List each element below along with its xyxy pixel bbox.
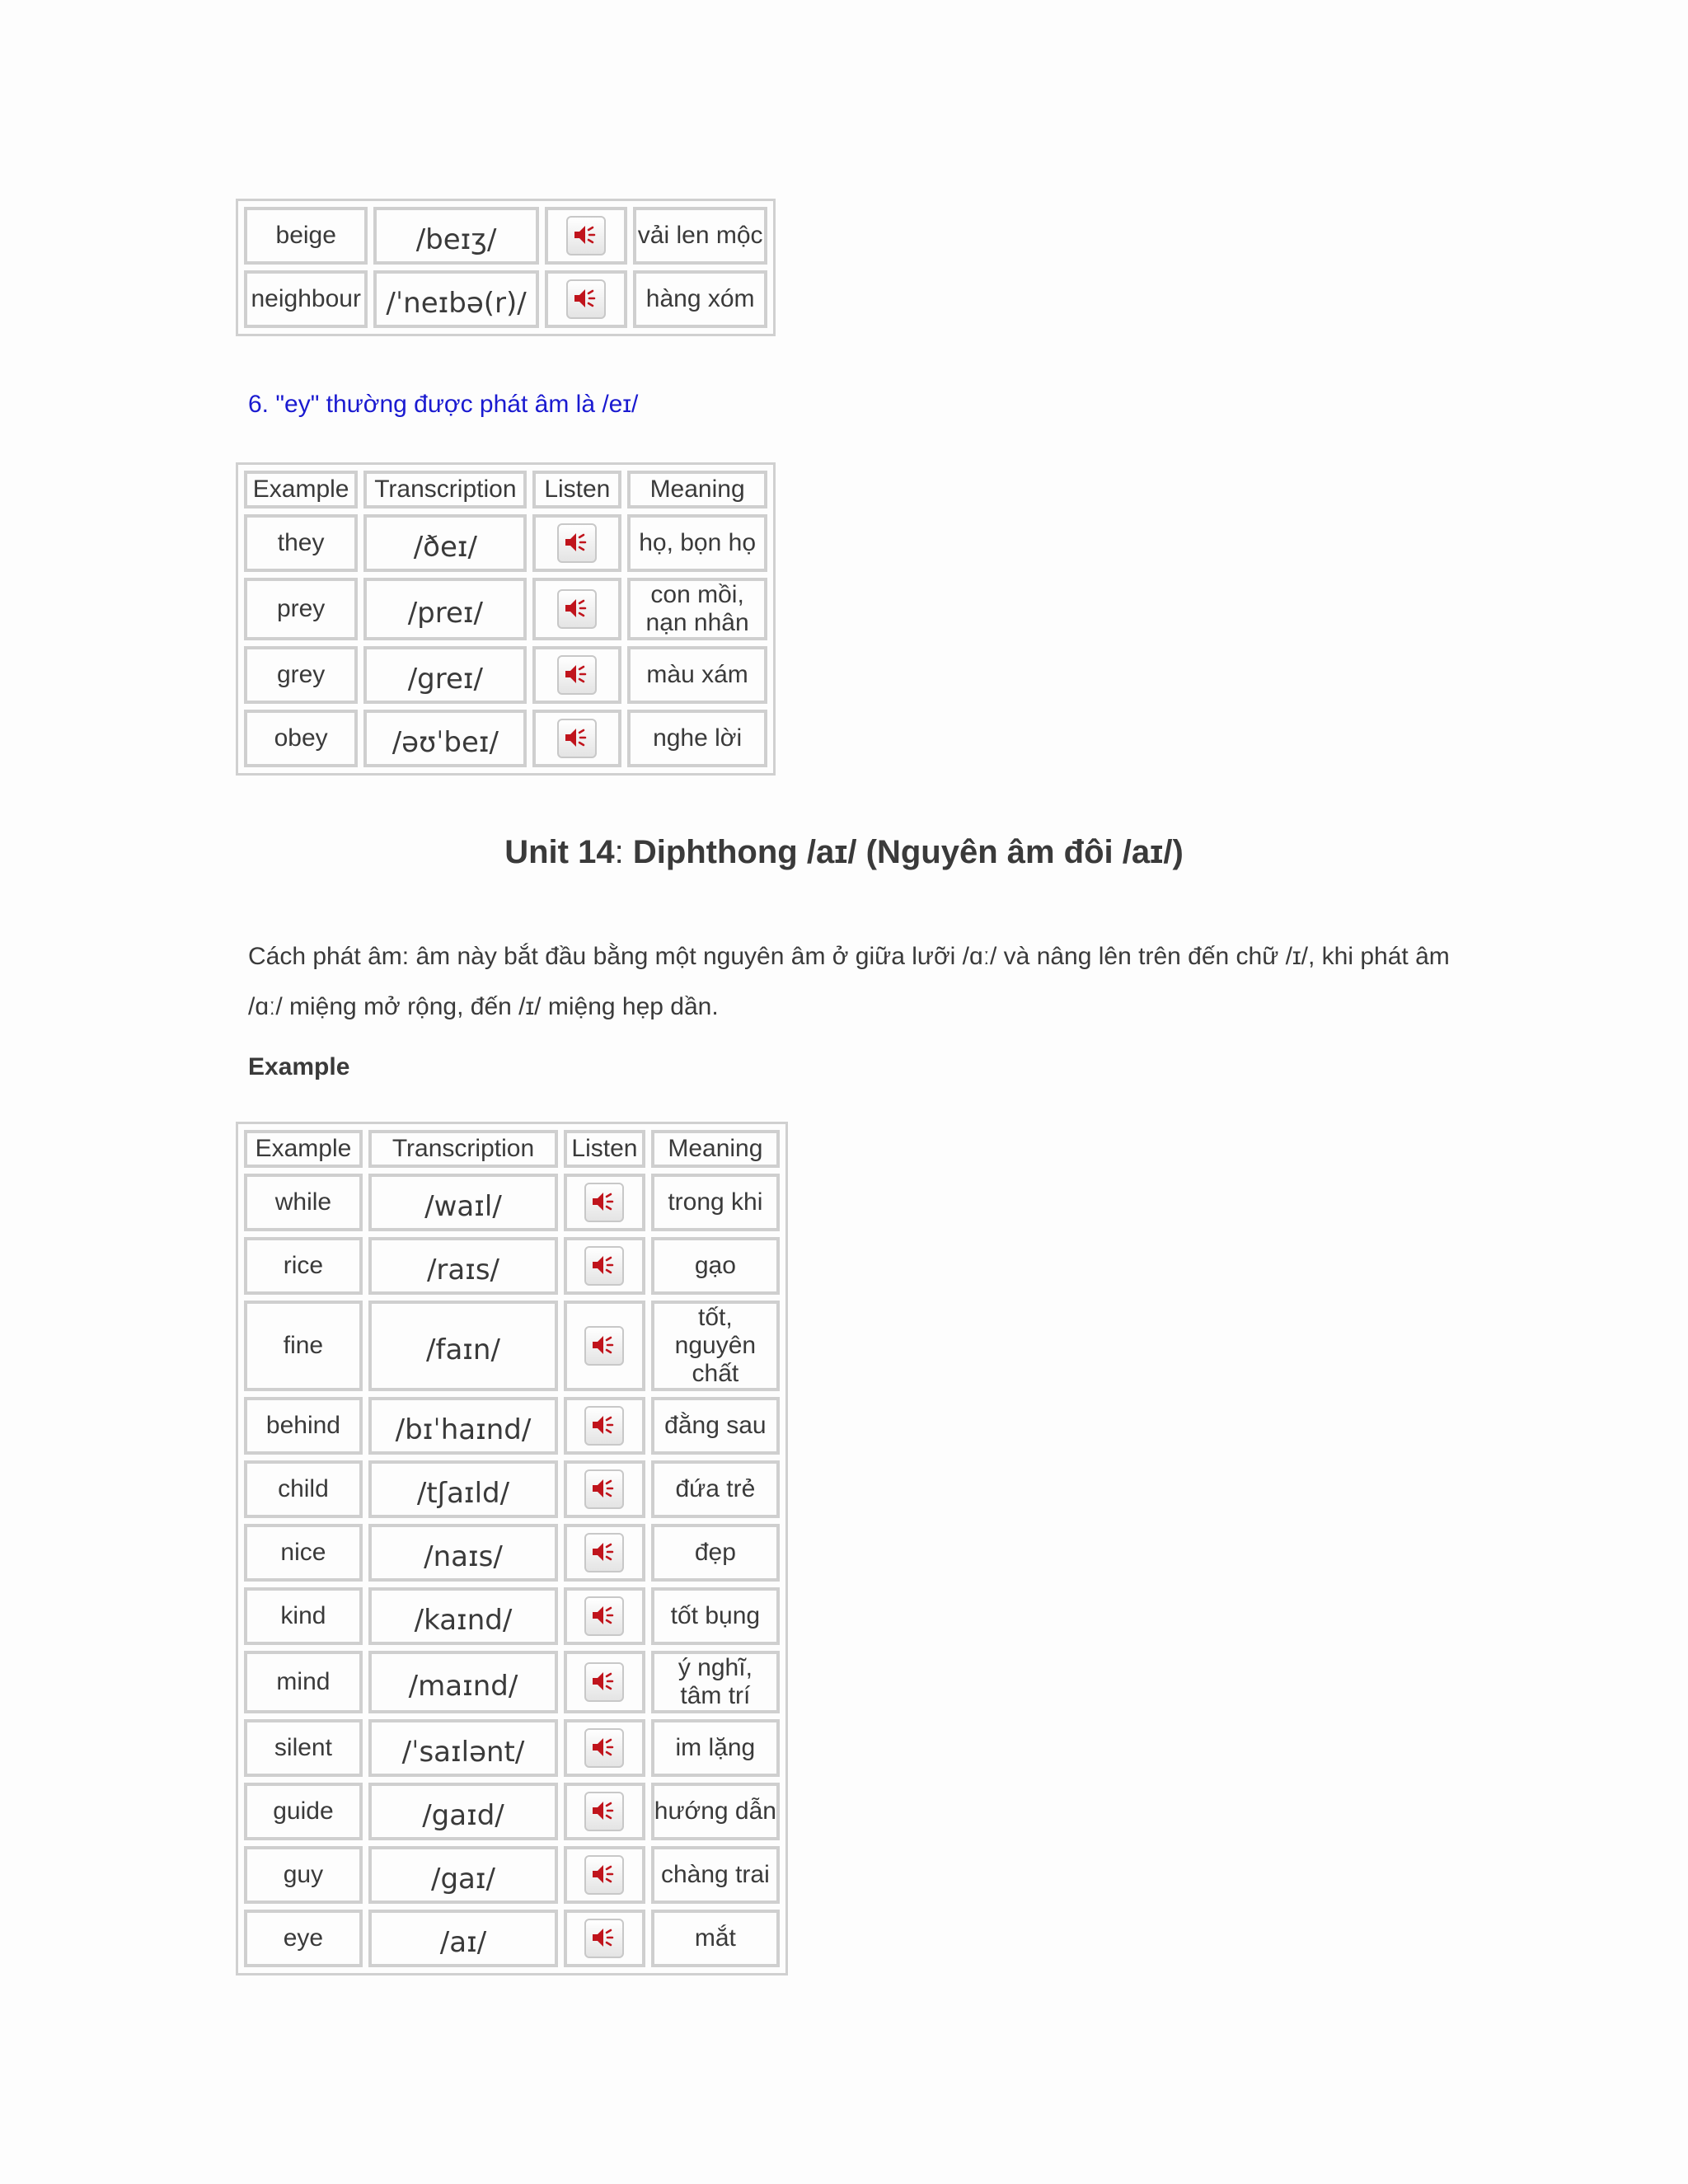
transcription-cell: /waɪl/ — [368, 1174, 558, 1231]
table-row — [244, 1174, 780, 1231]
transcription-cell: /əʊˈbeɪ/ — [363, 710, 527, 767]
speaker-icon — [564, 597, 588, 620]
listen-cell — [532, 710, 621, 767]
meaning-cell: đằng sau — [651, 1397, 780, 1455]
word-cell: prey — [244, 578, 358, 640]
meaning-cell: mắt — [651, 1910, 780, 1967]
speaker-button[interactable] — [584, 1326, 624, 1366]
word-cell: behind — [244, 1397, 363, 1455]
transcription-cell: /gaɪd/ — [368, 1783, 558, 1840]
column-header: Transcription — [368, 1130, 558, 1168]
table-row — [244, 1719, 780, 1777]
column-header: Example — [244, 471, 358, 509]
listen-cell — [564, 1524, 645, 1582]
listen-cell — [564, 1301, 645, 1391]
table-body — [244, 471, 767, 767]
listen-cell — [564, 1910, 645, 1967]
column-header: Meaning — [651, 1130, 780, 1168]
speaker-icon — [564, 726, 588, 749]
meaning-cell: tốt bụng — [651, 1587, 780, 1645]
word-cell: fine — [244, 1301, 363, 1391]
word-cell: kind — [244, 1587, 363, 1645]
example-label: Example — [248, 1053, 350, 1080]
table-row — [244, 1460, 780, 1518]
meaning-cell: vải len mộc — [633, 207, 767, 265]
meaning-cell: họ, bọn họ — [627, 514, 767, 572]
listen-cell — [564, 1460, 645, 1518]
meaning-cell: đẹp — [651, 1524, 780, 1582]
speaker-button[interactable] — [557, 719, 597, 758]
speaker-button[interactable] — [557, 589, 597, 629]
meaning-cell: nghe lời — [627, 710, 767, 767]
speaker-button[interactable] — [566, 279, 606, 319]
listen-cell — [532, 646, 621, 704]
meaning-cell: ý nghĩ, tâm trí — [651, 1651, 780, 1713]
speaker-button[interactable] — [584, 1406, 624, 1446]
speaker-icon — [591, 1477, 616, 1500]
speaker-icon — [564, 531, 588, 554]
table-row — [244, 1910, 780, 1967]
table-row — [244, 1524, 780, 1582]
speaker-icon — [591, 1190, 616, 1213]
word-cell: silent — [244, 1719, 363, 1777]
unit-title-separator: : — [614, 834, 633, 870]
table-row — [244, 270, 767, 328]
speaker-icon — [573, 223, 598, 246]
listen-cell — [564, 1783, 645, 1840]
meaning-cell: hướng dẫn — [651, 1783, 780, 1840]
speaker-icon — [591, 1670, 616, 1693]
listen-cell — [564, 1651, 645, 1713]
table-row — [244, 1301, 780, 1391]
transcription-cell: /raɪs/ — [368, 1237, 558, 1295]
table-row — [244, 514, 767, 572]
word-cell: eye — [244, 1910, 363, 1967]
table-row — [244, 1397, 780, 1455]
table-row — [244, 578, 767, 640]
word-cell: while — [244, 1174, 363, 1231]
unit-title-text: Diphthong /aɪ/ (Nguyên âm đôi /aɪ/) — [632, 834, 1184, 870]
speaker-icon — [591, 1926, 616, 1949]
word-cell: neighbour — [244, 270, 368, 328]
listen-cell — [564, 1174, 645, 1231]
meaning-cell: màu xám — [627, 646, 767, 704]
table-row — [244, 1237, 780, 1295]
speaker-icon — [573, 287, 598, 310]
transcription-cell: /ðeɪ/ — [363, 514, 527, 572]
transcription-cell: /preɪ/ — [363, 578, 527, 640]
transcription-cell: /tʃaɪld/ — [368, 1460, 558, 1518]
transcription-cell: /beɪʒ/ — [373, 207, 538, 265]
meaning-cell: im lặng — [651, 1719, 780, 1777]
speaker-button[interactable] — [584, 1855, 624, 1895]
table-body — [244, 207, 767, 328]
column-header: Example — [244, 1130, 363, 1168]
speaker-icon — [591, 1799, 616, 1822]
speaker-button[interactable] — [557, 655, 597, 695]
listen-cell — [564, 1846, 645, 1904]
word-cell: guy — [244, 1846, 363, 1904]
unit-title — [0, 834, 1688, 871]
vocab-table-ey — [236, 462, 776, 776]
listen-cell — [545, 270, 628, 328]
transcription-cell: /kaɪnd/ — [368, 1587, 558, 1645]
table-row — [244, 1587, 780, 1645]
transcription-cell: /ˈneɪbə(r)/ — [373, 270, 538, 328]
speaker-icon — [591, 1540, 616, 1563]
listen-cell — [532, 578, 621, 640]
speaker-button[interactable] — [584, 1469, 624, 1509]
speaker-icon — [591, 1863, 616, 1886]
transcription-cell: /ˈsaɪlənt/ — [368, 1719, 558, 1777]
listen-cell — [564, 1587, 645, 1645]
meaning-cell: chàng trai — [651, 1846, 780, 1904]
speaker-icon — [591, 1254, 616, 1277]
speaker-button[interactable] — [584, 1596, 624, 1636]
table-row — [244, 1783, 780, 1840]
speaker-button[interactable] — [584, 1728, 624, 1768]
table-row — [244, 1846, 780, 1904]
transcription-cell: /greɪ/ — [363, 646, 527, 704]
listen-cell — [564, 1719, 645, 1777]
transcription-cell: /bɪˈhaɪnd/ — [368, 1397, 558, 1455]
word-cell: nice — [244, 1524, 363, 1582]
meaning-cell: trong khi — [651, 1174, 780, 1231]
table-body — [244, 1130, 780, 1967]
word-cell: child — [244, 1460, 363, 1518]
word-cell: rice — [244, 1237, 363, 1295]
column-header: Listen — [532, 471, 621, 509]
unit-name: Unit 14 — [504, 834, 615, 870]
speaker-icon — [591, 1604, 616, 1627]
speaker-button[interactable] — [584, 1919, 624, 1958]
speaker-button[interactable] — [584, 1792, 624, 1831]
transcription-cell: /gaɪ/ — [368, 1846, 558, 1904]
speaker-button[interactable] — [557, 523, 597, 563]
meaning-cell: tốt, nguyên chất — [651, 1301, 780, 1391]
speaker-button[interactable] — [584, 1533, 624, 1572]
table-row — [244, 646, 767, 704]
transcription-cell: /faɪn/ — [368, 1301, 558, 1391]
word-cell: guide — [244, 1783, 363, 1840]
speaker-button[interactable] — [584, 1246, 624, 1286]
speaker-button[interactable] — [584, 1662, 624, 1702]
meaning-cell: gạo — [651, 1237, 780, 1295]
meaning-cell: hàng xóm — [633, 270, 767, 328]
word-cell: beige — [244, 207, 368, 265]
listen-cell — [564, 1237, 645, 1295]
word-cell: they — [244, 514, 358, 572]
column-header: Meaning — [627, 471, 767, 509]
column-header: Listen — [564, 1130, 645, 1168]
rule-heading: 6. "ey" thường được phát âm là /eɪ/ — [248, 391, 639, 418]
listen-cell — [545, 207, 628, 265]
table-row — [244, 1651, 780, 1713]
pronunciation-description: Cách phát âm: âm này bắt đầu bằng một nguyên âm ở giữa lưỡi /ɑː/ và nâng lên trên đến chữ /ɪ/, khi phát âm /ɑː/ miệng mở rộng, đến /ɪ/ miệng hẹp dần. — [248, 943, 1450, 1020]
speaker-icon — [591, 1413, 616, 1436]
word-cell: mind — [244, 1651, 363, 1713]
speaker-button[interactable] — [584, 1183, 624, 1222]
table-header-row — [244, 471, 767, 509]
column-header: Transcription — [363, 471, 527, 509]
transcription-cell: /naɪs/ — [368, 1524, 558, 1582]
transcription-cell: /maɪnd/ — [368, 1651, 558, 1713]
meaning-cell: con mồi, nạn nhân — [627, 578, 767, 640]
listen-cell — [564, 1397, 645, 1455]
listen-cell — [532, 514, 621, 572]
table-header-row — [244, 1130, 780, 1168]
transcription-cell: /aɪ/ — [368, 1910, 558, 1967]
speaker-icon — [591, 1736, 616, 1759]
table-row — [244, 710, 767, 767]
meaning-cell: đứa trẻ — [651, 1460, 780, 1518]
word-cell: grey — [244, 646, 358, 704]
speaker-icon — [564, 663, 588, 686]
vocab-table-ei-continued — [236, 199, 776, 336]
word-cell: obey — [244, 710, 358, 767]
speaker-button[interactable] — [566, 216, 606, 255]
vocab-table-ai — [236, 1122, 788, 1975]
table-row — [244, 207, 767, 265]
speaker-icon — [591, 1333, 616, 1357]
